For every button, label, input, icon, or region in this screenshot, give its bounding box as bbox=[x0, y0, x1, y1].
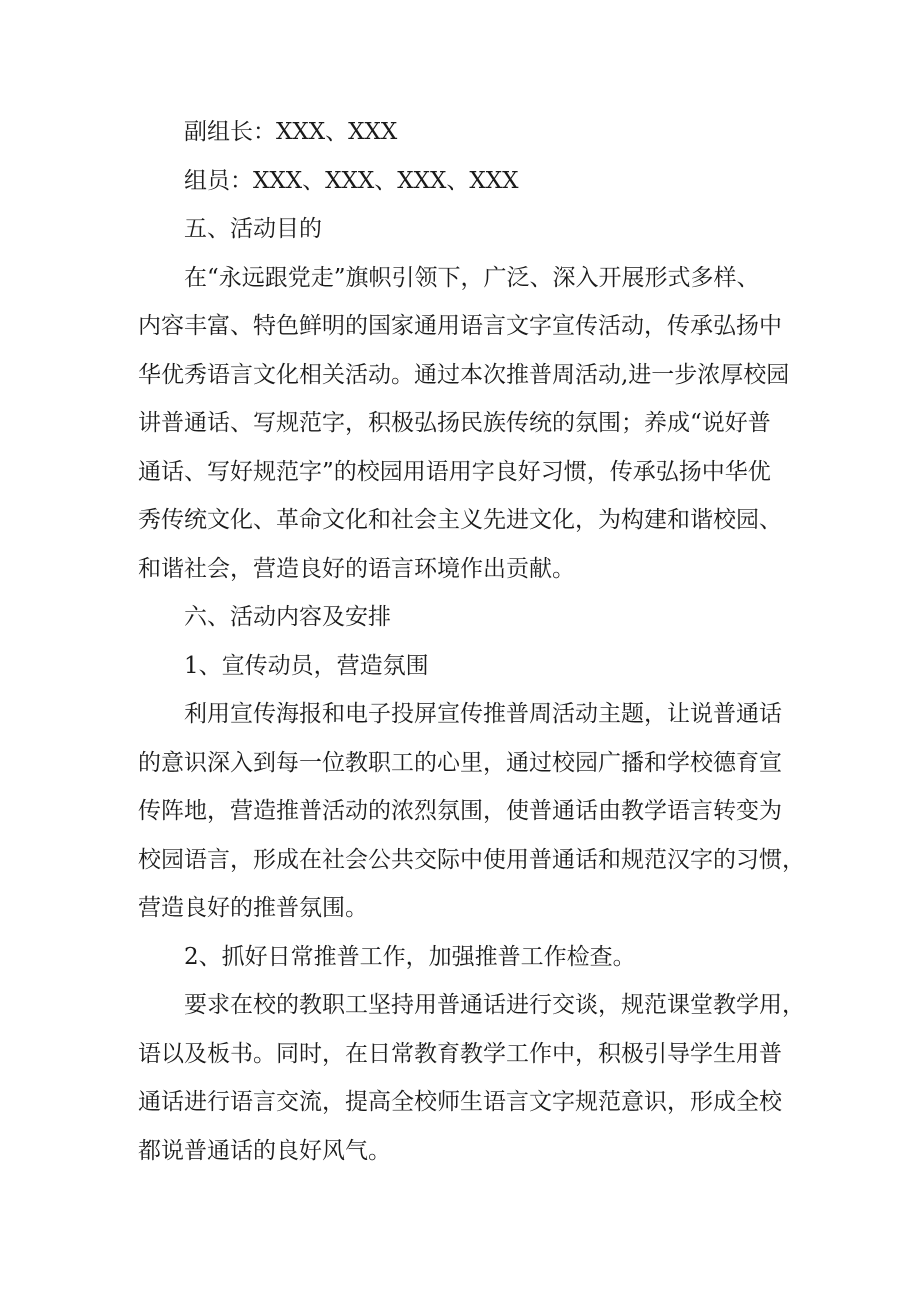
document-body bbox=[138, 108, 805, 1175]
subheading-item-2: 2、抓好日常推普工作，加强推普工作检查。 bbox=[184, 943, 636, 970]
paragraph-item-2-line: 要求在校的教职工坚持用普通话进行交谈，规范课堂教学用， bbox=[184, 992, 805, 1018]
paragraph-purpose-line: 通话、写好规范字”的校园用语用字良好习惯，传承弘扬中华优 bbox=[138, 458, 771, 485]
paragraph-purpose-line: 华优秀语言文化相关活动。通过本次推普周活动,进一步浓厚校园 bbox=[138, 361, 790, 388]
paragraph-item-2-line: 都说普通话的良好风气。 bbox=[138, 1137, 391, 1164]
subheading-item-1: 1、宣传动员，营造氛围 bbox=[184, 652, 429, 679]
paragraph-purpose-line: 秀传统文化、革命文化和社会主义先进文化，为构建和谐校园、 bbox=[138, 507, 782, 533]
line-members: 组员：XXX、XXX、XXX、XXX bbox=[184, 167, 519, 194]
paragraph-item-1-line: 利用宣传海报和电子投屏宣传推普周活动主题，让说普通话 bbox=[184, 701, 782, 727]
line-deputy-leaders: 副组长：XXX、XXX bbox=[184, 119, 398, 145]
heading-section-5: 五、活动目的 bbox=[184, 216, 322, 242]
paragraph-item-1-line: 传阵地，营造推普活动的浓烈氛围，使普通话由教学语言转变为 bbox=[138, 798, 782, 824]
paragraph-purpose-line: 内容丰富、特色鲜明的国家通用语言文字宣传活动，传承弘扬中 bbox=[138, 313, 782, 339]
paragraph-purpose-line: 和谐社会，营造良好的语言环境作出贡献。 bbox=[138, 555, 575, 582]
paragraph-item-2-line: 语以及板书。同时，在日常教育教学工作中，积极引导学生用普 bbox=[138, 1040, 782, 1067]
paragraph-item-1-line: 的意识深入到每一位教职工的心里，通过校园广播和学校德育宣 bbox=[138, 749, 782, 776]
paragraph-purpose-line: 在“永远跟党走”旗帜引领下，广泛、深入开展形式多样、 bbox=[184, 264, 760, 291]
paragraph-purpose-line: 讲普通话、写规范字，积极弘扬民族传统的氛围；养成“说好普 bbox=[138, 410, 771, 436]
paragraph-item-1-line: 校园语言，形成在社会公共交际中使用普通话和规范汉字的习惯， bbox=[138, 846, 805, 873]
paragraph-item-2-line: 通话进行语言交流，提高全校师生语言文字规范意识，形成全校 bbox=[138, 1089, 782, 1115]
paragraph-item-1-line: 营造良好的推普氛围。 bbox=[138, 895, 368, 921]
heading-section-6: 六、活动内容及安排 bbox=[184, 604, 391, 630]
